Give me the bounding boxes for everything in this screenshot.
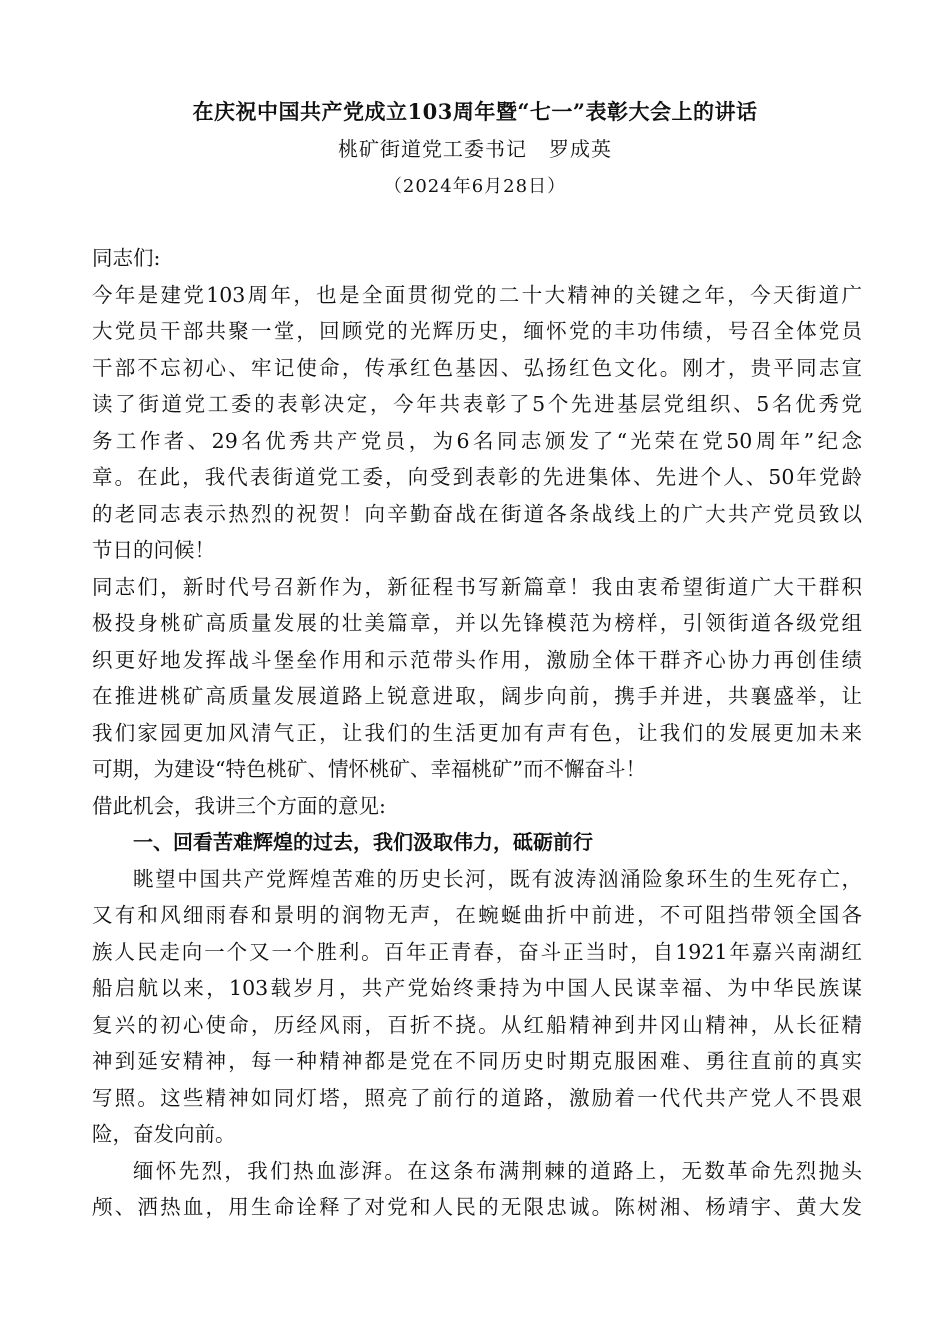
text-line: 缅怀先烈，我们热血澎湃。在这条布满荆棘的道路上，无数革命先烈抛头 [133, 1158, 862, 1183]
text-line: 同志们，新时代号召新作为，新征程书写新篇章！我由衷希望街道广大干群积 [92, 574, 862, 599]
salutation: 同志们: [92, 246, 161, 270]
paragraph-4 [92, 861, 862, 1153]
paragraph-1 [92, 277, 862, 569]
text-line: 复兴的初心使命，历经风雨，百折不挠。从红船精神到井冈山精神，从长征精 [92, 1012, 862, 1037]
text-line: 章。在此，我代表街道党工委，向受到表彰的先进集体、先进个人、50年党龄 [92, 465, 862, 489]
text-line: 节日的问候！ [92, 538, 215, 562]
document-title: 在庆祝中国共产党成立103周年暨“七一”表彰大会上的讲话 [192, 99, 758, 124]
document-author: 桃矿街道党工委书记 罗成英 [337, 137, 613, 161]
text-line: 大党员干部共聚一堂，回顾党的光辉历史，缅怀党的丰功伟绩，号召全体党员 [92, 319, 862, 343]
text-line: 写照。这些精神如同灯塔，照亮了前行的道路，激励着一代代共产党人不畏艰 [92, 1085, 862, 1110]
text-line: 今年是建党103周年，也是全面贯彻党的二十大精神的关键之年，今天街道广 [92, 282, 862, 307]
text-line: 务工作者、29名优秀共产党员，为6名同志颁发了“光荣在党50周年”纪念 [92, 428, 862, 453]
text-line: 读了街道党工委的表彰决定，今年共表彰了5个先进基层党组织、5名优秀党 [92, 392, 862, 416]
section-heading-1: 一、回看苦难辉煌的过去，我们汲取伟力，砥砺前行 [133, 830, 593, 854]
text-line: 可期，为建设“特色桃矿、情怀桃矿、幸福桃矿”而不懈奋斗！ [92, 757, 646, 781]
text-line: 我们家园更加风清气正，让我们的生活更加有声有色，让我们的发展更加未来 [92, 720, 862, 745]
text-line: 船启航以来，103载岁月，共产党始终秉持为中国人民谋幸福、为中华民族谋 [92, 976, 862, 1000]
text-line: 眺望中国共产党辉煌苦难的历史长河，既有波涛汹涌险象环生的生死存亡， [133, 866, 862, 891]
document-body [92, 240, 862, 1226]
paragraph-2 [92, 569, 862, 788]
text-line: 又有和风细雨春和景明的润物无声，在蜿蜒曲折中前进，不可阻挡带领全国各 [92, 903, 862, 927]
document-date: （2024年6月28日） [383, 176, 567, 197]
text-line: 在推进桃矿高质量发展道路上锐意进取，阔步向前，携手并进，共襄盛举，让 [92, 684, 862, 708]
text-line: 干部不忘初心、牢记使命，传承红色基因、弘扬红色文化。刚才，贵平同志宣 [92, 355, 862, 380]
text-line: 险，奋发向前。 [92, 1122, 236, 1146]
text-line: 织更好地发挥战斗堡垒作用和示范带头作用，激励全体干群齐心协力再创佳绩 [92, 647, 862, 672]
text-line: 颅、洒热血，用生命诠释了对党和人民的无限忠诚。陈树湘、杨靖宇、黄大发 [92, 1195, 862, 1219]
text-line: 神到延安精神，每一种精神都是党在不同历史时期克服困难、勇往直前的真实 [92, 1049, 862, 1073]
text-line: 的老同志表示热烈的祝贺！向辛勤奋战在街道各条战线上的广大共产党员致以 [92, 501, 862, 526]
text-line: 族人民走向一个又一个胜利。百年正青春，奋斗正当时，自1921年嘉兴南湖红 [92, 939, 862, 964]
text-line: 极投身桃矿高质量发展的壮美篇章，并以先锋模范为榜样，引领街道各级党组 [92, 611, 862, 635]
paragraph-5 [92, 1153, 862, 1226]
paragraph-3: 借此机会，我讲三个方面的意见: [92, 793, 386, 818]
